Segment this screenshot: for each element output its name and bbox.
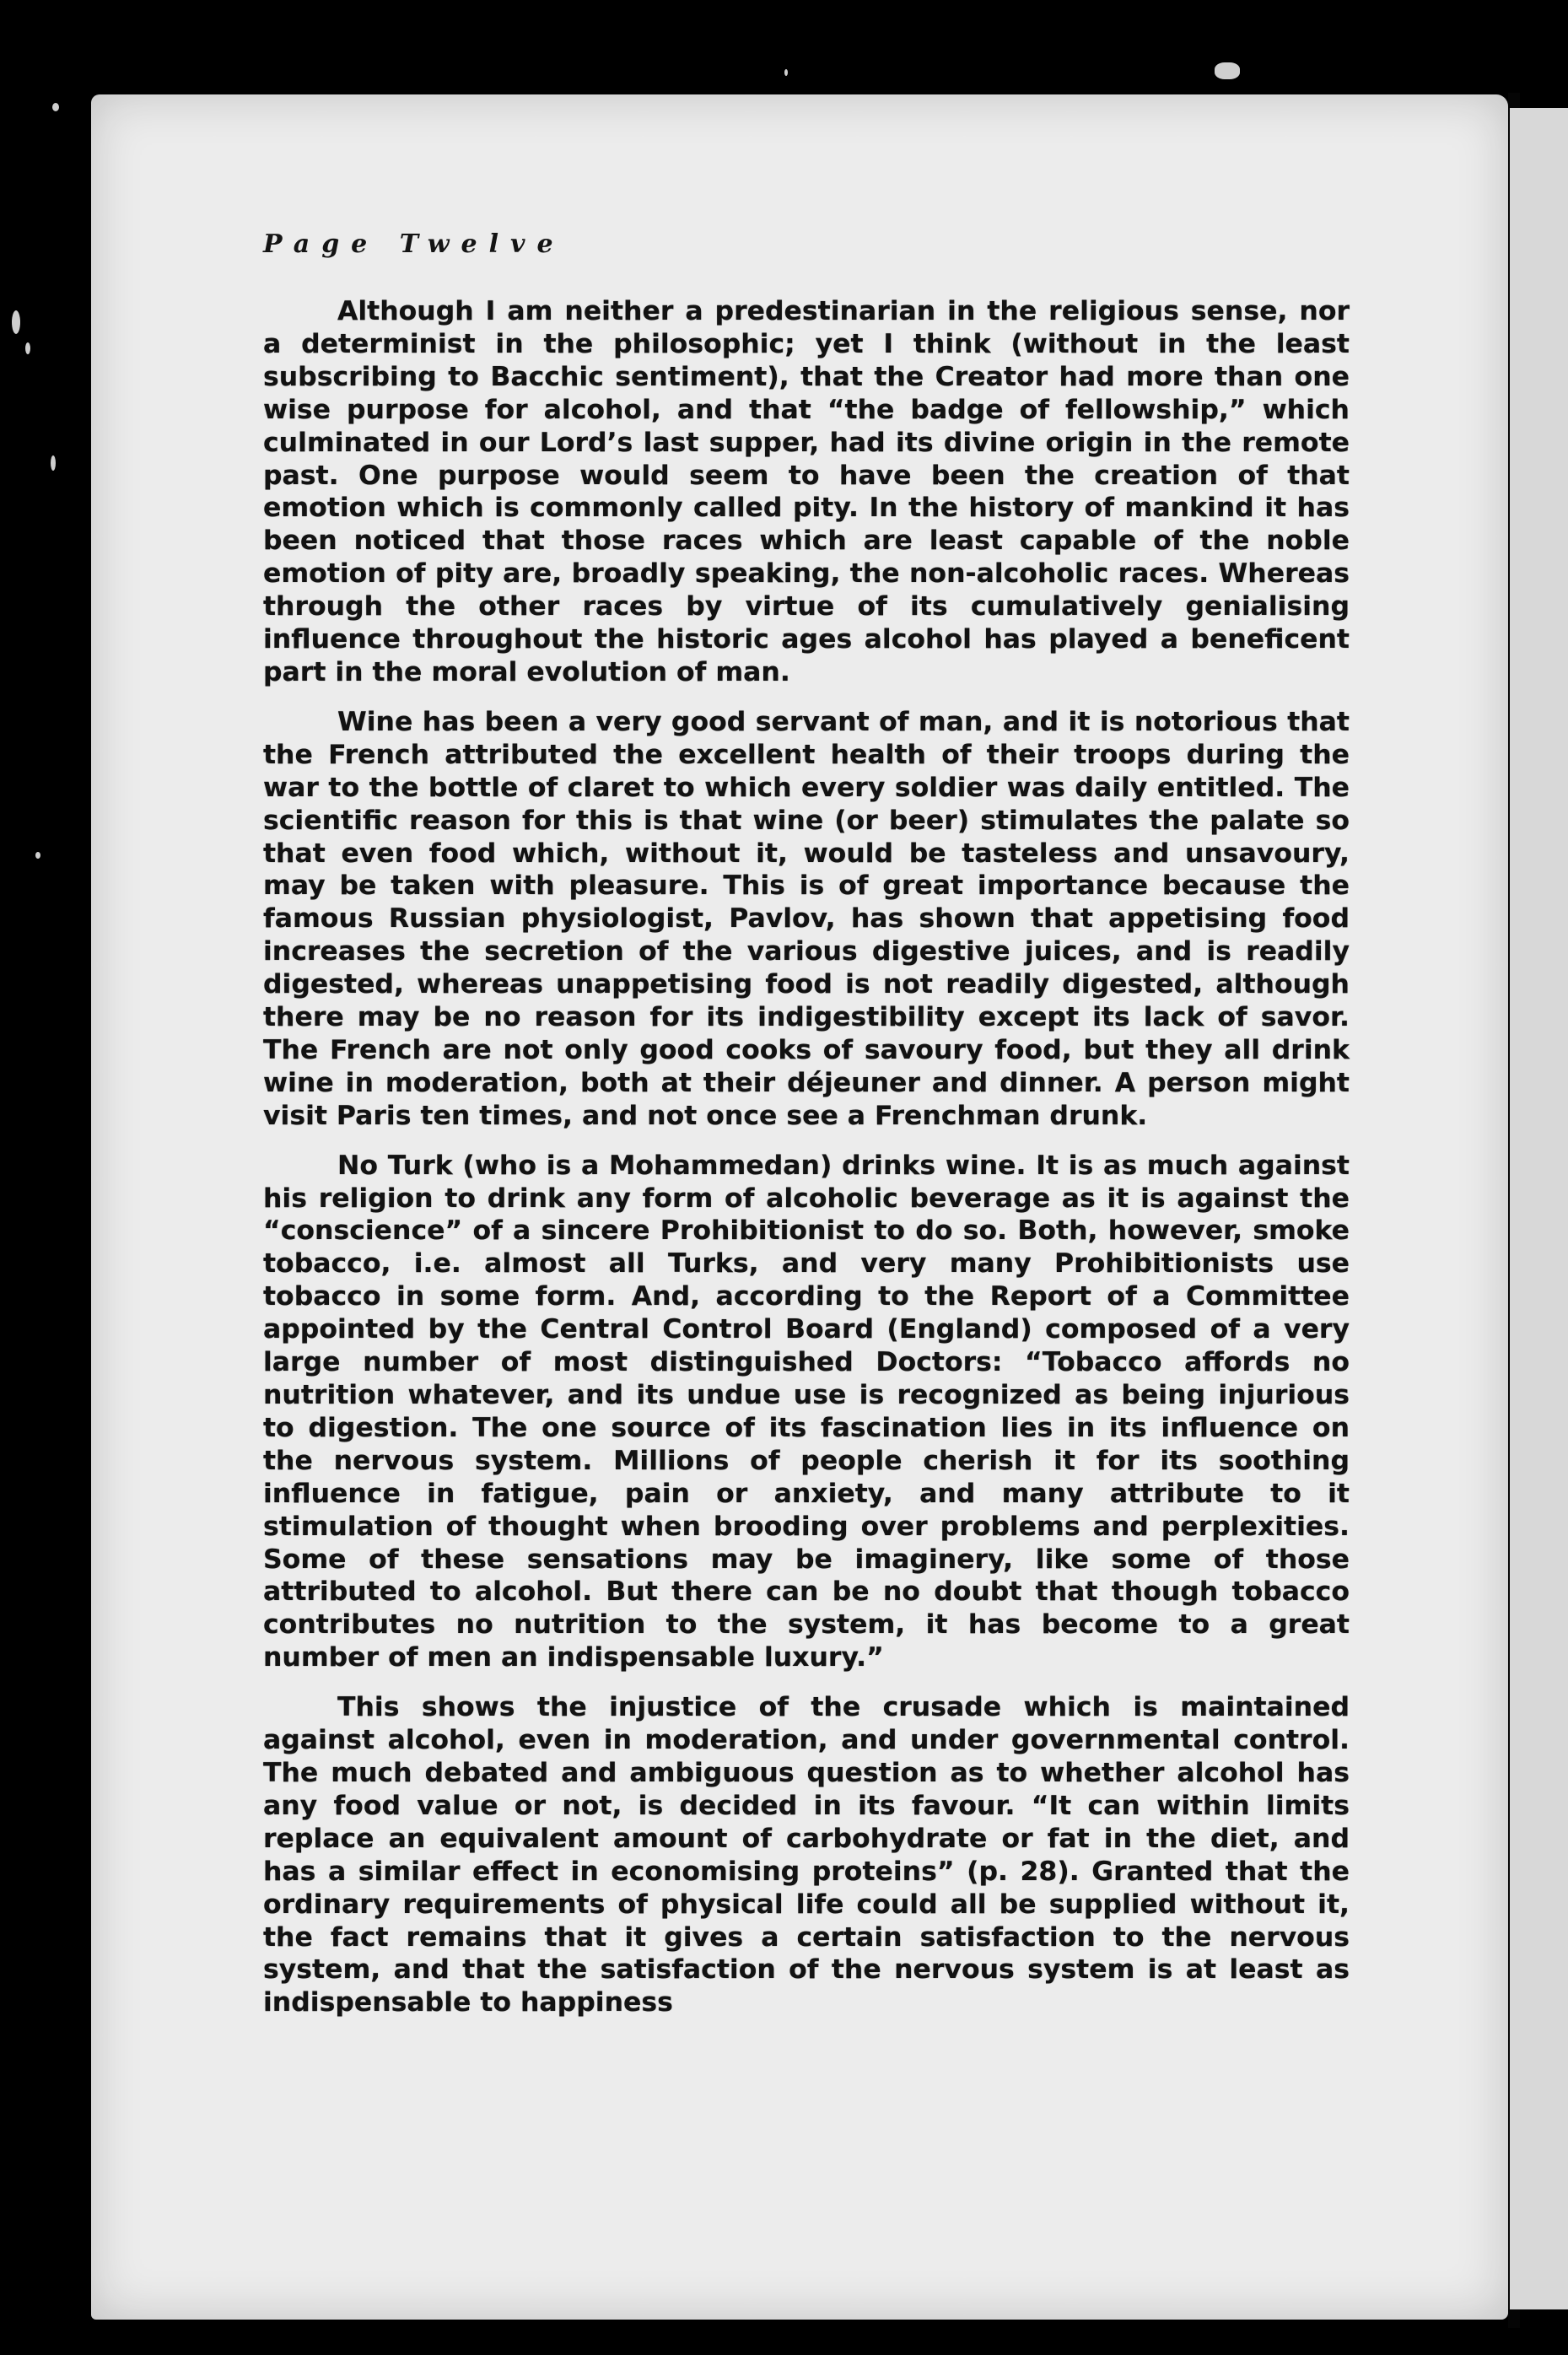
body-text [263, 295, 1350, 2036]
next-page-edge [1510, 108, 1568, 2309]
paragraph-wine-servant: Wine has been a very good servant of man, and it is notorious that the French attributed the excellent health of their troops during the war to the bottle of claret to which every soldier was daily entitled. The scientific reason for this is that wine (or beer) stimulates the palate so that even food which, without it, would be tasteless and unsavoury, may be taken with pleasure. This is of great importance because the famous Russian physiologist, Pavlov, has shown that appetising food increases the secretion of the various digestive juices, and is readily digested, whereas unappetising food is not readily digested, although there may be no reason for its indigestibility except its lack of savor. The French are not only good cooks of savoury food, but they all drink wine in moderation, both at their déjeuner and dinner. A person might visit Paris ten times, and not once see a Frenchman drunk. [263, 706, 1350, 1131]
paragraph-injustice-crusade: This shows the injustice of the crusade which is maintained against alcohol, even in moderation, and under governmental control. The much debated and ambiguous question as to whether alcohol has any food value or not, is decided in its favour. “It can within limits replace an equivalent amount of carbohydrate or fat in the diet, and has a similar effect in economising proteins” (p. 28). Granted that the ordinary requirements of physical life could all be supplied without it, the fact remains that it gives a certain satisfaction to the nervous system, and that the satisfaction of the nervous system is at least as indispensable to happiness [263, 1692, 1350, 2018]
paragraph-predestination: Although I am neither a predestinarian in the religious sense, nor a determinist in the philosophic; yet I think (without in the least subscribing to Bacchic sentiment), that the Creator had more than one wise purpose for alcohol, and that “the badge of fellowship,” which culminated in our Lord’s last supper, had its divine origin in the remote past. One purpose would seem to have been the creation of that emotion which is commonly called pity. In the history of mankind it has been noticed that those races which are least capable of the noble emotion of pity are, broadly speaking, the non-alcoholic races. Whereas through the other races by virtue of its cumulatively genialising influence throughout the historic ages alcohol has played a beneficent part in the moral evolution of man. [263, 296, 1350, 687]
page-number-header: Page Twelve [263, 229, 565, 259]
paragraph-turk-tobacco: No Turk (who is a Mohammedan) drinks wine. It is as much against his religion to drink any form of alcoholic beverage as it is against the “conscience” of a sincere Prohibitionist to do so. Both, however, smoke tobacco, i.e. almost all Turks, and very many Prohibitionists use tobacco in some form. And, according to the Report of a Committee appointed by the Central Control Board (England) composed of a very large number of most distinguished Doctors: “Tobacco affords no nutrition whatever, and its undue use is recognized as being injurious to digestion. The one source of its fascination lies in its influence on the nervous system. Millions of people cherish it for its soothing influence in fatigue, pain or anxiety, and many attribute to it stimulation of thought when brooding over problems and perplexities. Some of these sensations may be imaginery, like some of those attributed to alcohol. But there can be no doubt that though tobacco contributes no nutrition to the system, it has become to a great number of men an indispensable luxury.” [263, 1150, 1350, 1673]
